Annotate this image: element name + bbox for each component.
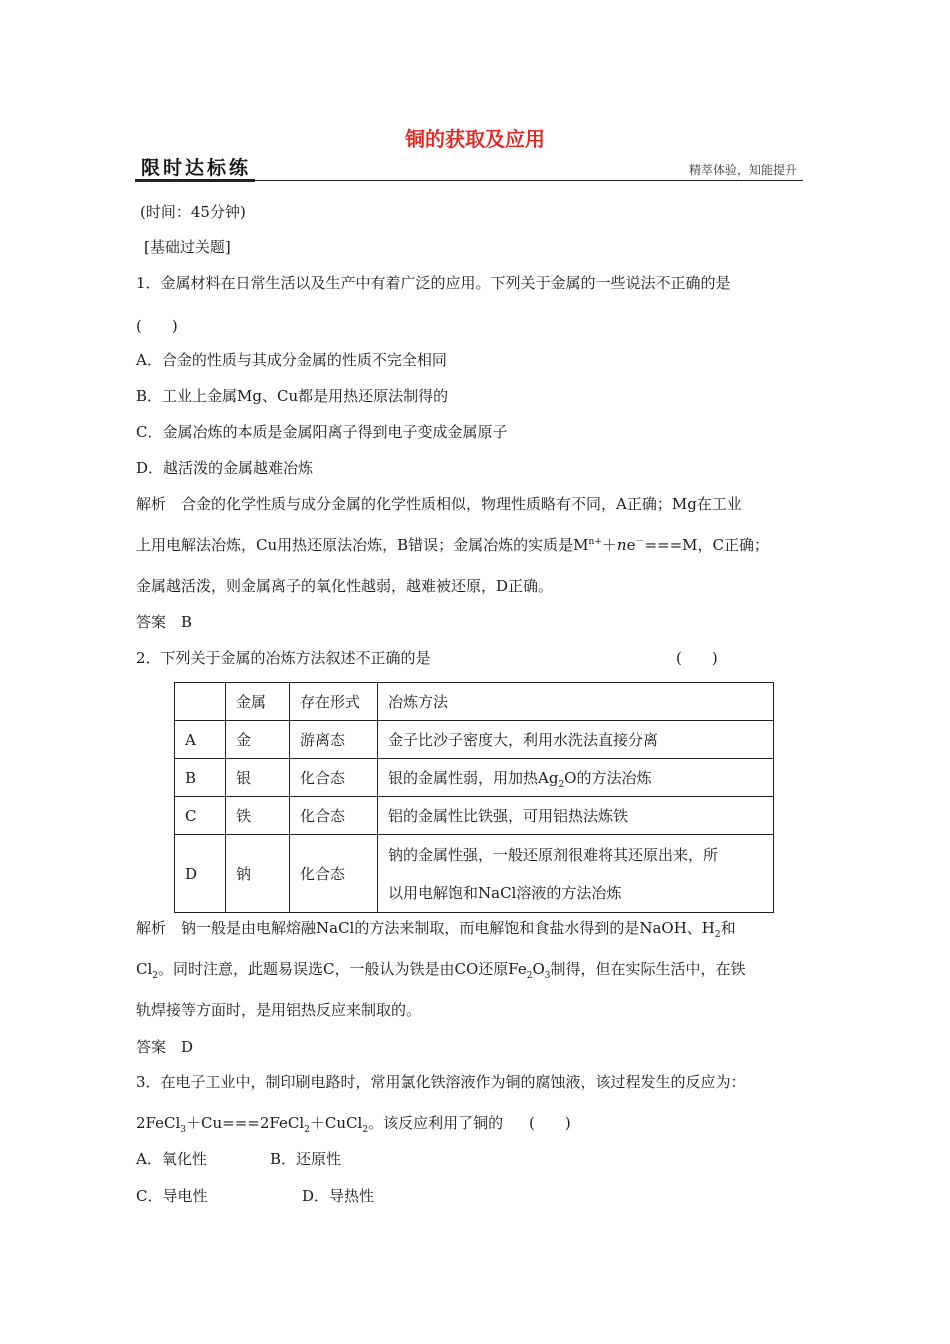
table-cell-method xyxy=(378,835,774,913)
q3-answer-bracket: ( ) xyxy=(529,1114,571,1132)
table-row xyxy=(175,721,774,759)
q2-analysis-line-1: 解析 钠一般是由电解熔融NaCl的方法来制取，而电解饱和食盐水得到的是NaOH、$H_2$和 xyxy=(136,919,736,940)
table-row xyxy=(175,759,774,797)
q2-answer: 答案 D xyxy=(136,1038,194,1056)
table-header-cell: 存在形式 xyxy=(290,683,378,721)
table-cell-method: 铝的金属性比铁强，可用铝热法炼铁 xyxy=(378,797,774,835)
q1-analysis-line-3: 金属越活泼，则金属离子的氧化性越弱，越难被还原，D正确。 xyxy=(136,577,554,595)
table-cell-option: C xyxy=(175,797,226,835)
table-cell-method: 金子比沙子密度大，利用水洗法直接分离 xyxy=(378,721,774,759)
q3-option-b: B．还原性 xyxy=(270,1150,342,1168)
q1-option-a: A．合金的性质与其成分金属的性质不完全相同 xyxy=(136,351,447,369)
section-banner xyxy=(135,152,803,182)
table-cell-method: 银的金属性弱，用加热$Ag_2O$的方法冶炼 xyxy=(378,759,774,797)
q1-analysis-line-2: 上用电解法冶炼，Cu用热还原法冶炼，B错误；金属冶炼的实质是$M^{n+}+ne^-===M$，C正确； xyxy=(136,536,770,554)
q2-analysis-line-3: 轨焊接等方面时，是用铝热反应来制取的。 xyxy=(136,1001,422,1019)
table-header-row xyxy=(175,683,774,721)
table-cell-metal: 铁 xyxy=(226,797,290,835)
table-cell-form: 化合态 xyxy=(290,835,378,913)
part-label: [基础过关题] xyxy=(144,238,231,256)
time-limit: (时间：45分钟) xyxy=(140,203,246,221)
q2-answer-bracket: ( ) xyxy=(676,649,718,667)
q3-option-d: D．导热性 xyxy=(302,1187,375,1205)
table-row xyxy=(175,797,774,835)
q1-option-c: C．金属冶炼的本质是金属阳离子得到电子变成金属原子 xyxy=(136,423,508,441)
table-cell-metal: 钠 xyxy=(226,835,290,913)
table-cell-option: B xyxy=(175,759,226,797)
q1-answer: 答案 B xyxy=(136,613,193,631)
table-cell-form: 化合态 xyxy=(290,797,378,835)
q3-option-c: C．导电性 xyxy=(136,1187,208,1205)
table-cell-form: 化合态 xyxy=(290,759,378,797)
table-cell-option: A xyxy=(175,721,226,759)
q1-answer-bracket: ( ) xyxy=(136,317,178,335)
table-header-cell xyxy=(175,683,226,721)
q2-analysis-line-2: $Cl_2$。同时注意，此题易误选C，一般认为铁是由CO还原$Fe_2O_3$制得，但在实际生活中，在铁 xyxy=(136,960,746,981)
banner-underline-thin xyxy=(255,180,803,181)
q3-option-a: A．氧化性 xyxy=(136,1150,207,1168)
table-header-cell: 金属 xyxy=(226,683,290,721)
table-cell-metal: 金 xyxy=(226,721,290,759)
q3-equation: 2FeCl$_3$＋Cu===2FeCl$_2$＋CuCl$_2$。该反应利用了铜的 xyxy=(136,1114,504,1135)
table-cell-form: 游离态 xyxy=(290,721,378,759)
section-tagline: 精萃体验，知能提升 xyxy=(688,163,797,177)
q2-stem: 2．下列关于金属的冶炼方法叙述不正确的是 xyxy=(136,649,431,667)
table-cell-metal: 银 xyxy=(226,759,290,797)
q2-table xyxy=(174,682,774,913)
q1-option-b: B．工业上金属Mg、Cu都是用热还原法制得的 xyxy=(136,387,449,405)
banner-underline-thick xyxy=(135,179,255,182)
q1-stem: 1．金属材料在日常生活以及生产中有着广泛的应用。下列关于金属的一些说法不正确的是 xyxy=(136,274,731,292)
table-cell-option: D xyxy=(175,835,226,913)
method-line-2: 以用电解饱和NaCl溶液的方法冶炼 xyxy=(388,883,622,902)
method-line-1: 钠的金属性强，一般还原剂很难将其还原出来，所 xyxy=(388,845,719,864)
section-label: 限时达标练 xyxy=(141,157,252,179)
table-header-cell: 冶炼方法 xyxy=(378,683,774,721)
q1-option-d: D．越活泼的金属越难冶炼 xyxy=(136,459,314,477)
q1-analysis-line-1: 解析 合金的化学性质与成分金属的化学性质相似，物理性质略有不同，A正确；Mg在工业 xyxy=(136,495,742,513)
table-row xyxy=(175,835,774,913)
page-title: 铜的获取及应用 xyxy=(405,127,545,151)
q3-stem: 3．在电子工业中，制印刷电路时，常用氯化铁溶液作为铜的腐蚀液，该过程发生的反应为： xyxy=(136,1073,746,1091)
